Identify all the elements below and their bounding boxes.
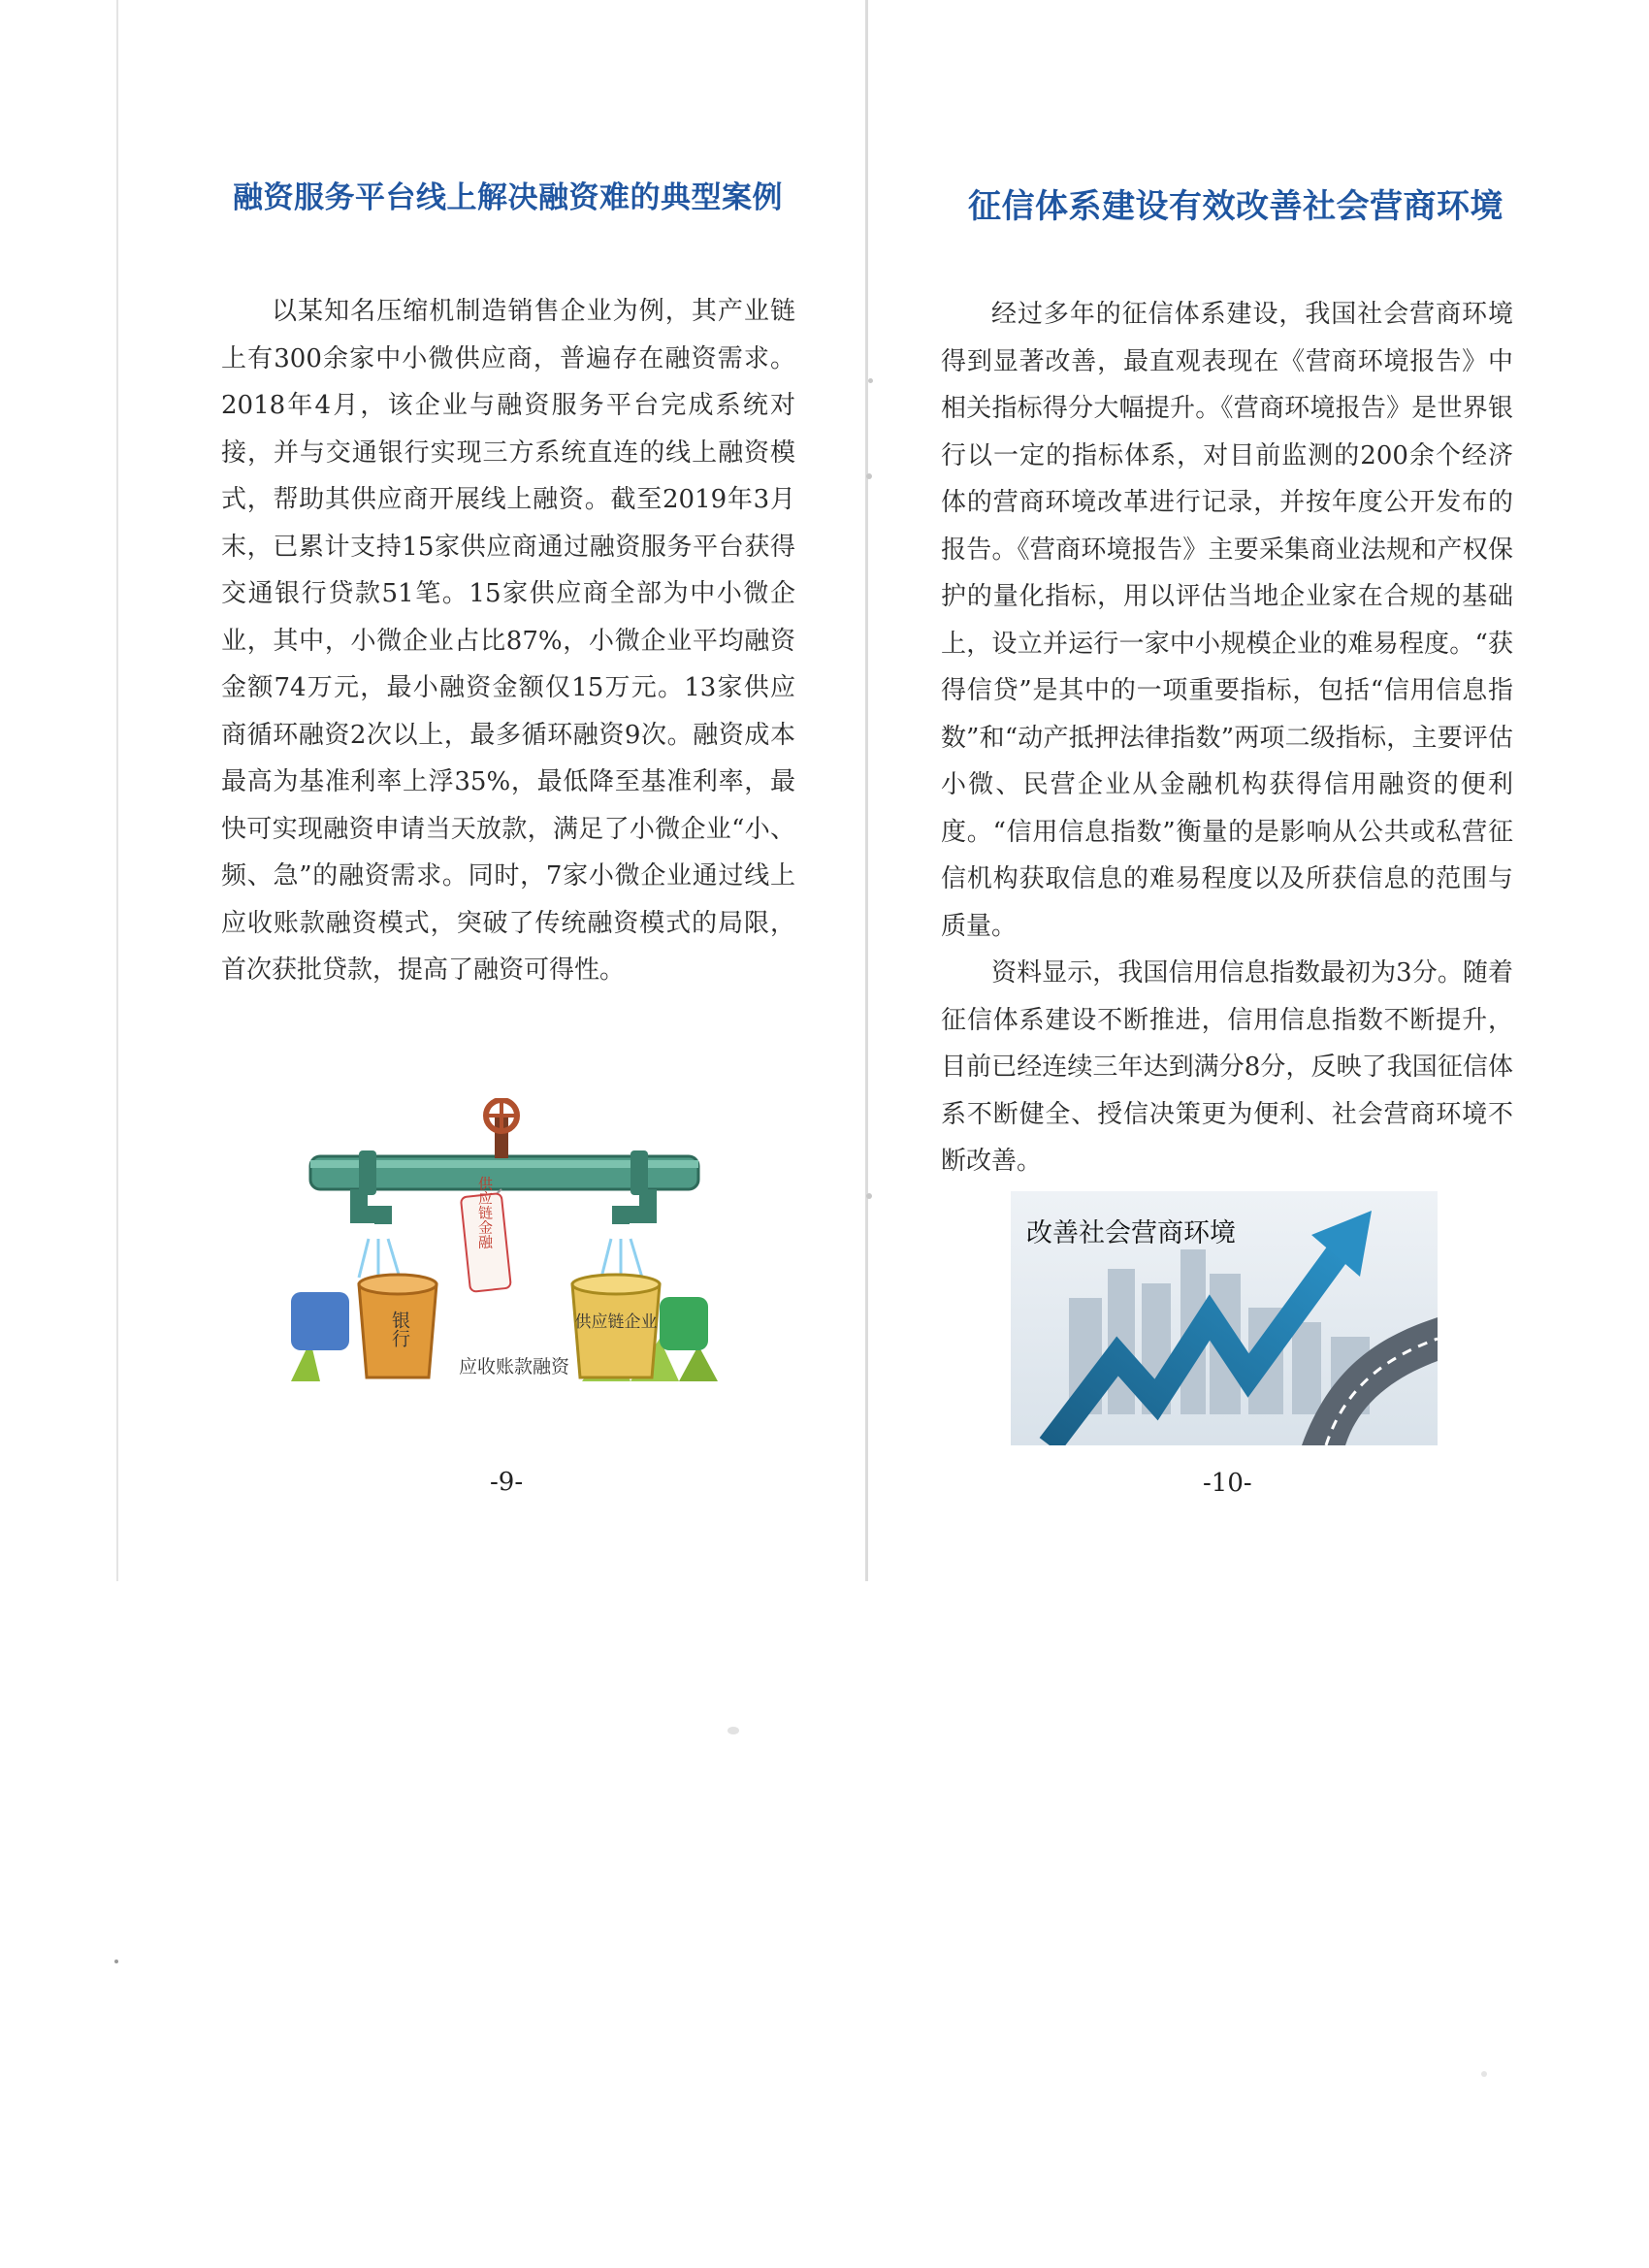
tag-label: 供应链金融 bbox=[476, 1176, 494, 1249]
left-illustration-caption: 应收账款融资 bbox=[459, 1356, 570, 1377]
left-page-number: -9- bbox=[490, 1468, 524, 1497]
scan-speck bbox=[866, 1193, 872, 1199]
scan-speck bbox=[114, 1960, 118, 1963]
right-page-body bbox=[941, 291, 1513, 1185]
supply-chain-tag bbox=[461, 1177, 511, 1292]
scan-speck bbox=[868, 378, 873, 383]
left-page-title: 融资服务平台线上解决融资难的典型案例 bbox=[233, 180, 783, 215]
enterprise-bucket bbox=[572, 1275, 708, 1377]
left-page-body bbox=[221, 288, 795, 994]
scan-speck bbox=[866, 473, 872, 479]
right-page-title: 征信体系建设有效改善社会营商环境 bbox=[968, 187, 1504, 226]
pipe-illustration bbox=[291, 1098, 718, 1381]
bank-label: 银行 bbox=[389, 1311, 410, 1347]
scan-speck bbox=[1481, 2071, 1487, 2077]
left-paragraph-1: 以某知名压缩机制造销售企业为例，其产业链上有300余家中小微供应商，普遍存在融资需求。2018年4月，该企业与融资服务平台完成系统对接，并与交通银行实现三方系统直连的线上融资模式，帮助其供应商开展线上融资。截至2019年3月末，已累计支持15家供应商通过融资服务平台获得交通银行贷款51笔。15家供应商全部为中小微企业，其中，小微企业占比87%，小微企业平均融资金额74万元，最小融资金额仅15万元。13家供应商循环融资2次以上，最多循环融资9次。融资成本最高为基准利率上浮35%，最低降至基准利率，最快可实现融资申请当天放款，满足了小微企业“小、频、急”的融资需求。同时，7家小微企业通过线上应收账款融资模式，突破了传统融资模式的局限，首次获批贷款，提高了融资可得性。 bbox=[221, 297, 795, 985]
scan-speck bbox=[728, 1727, 739, 1734]
right-illustration-caption: 改善社会营商环境 bbox=[1026, 1218, 1236, 1248]
faucet-right-icon bbox=[601, 1189, 648, 1282]
right-paragraph-1: 经过多年的征信体系建设，我国社会营商环境得到显著改善，最直观表现在《营商环境报告》中相关指标得分大幅提升。《营商环境报告》是世界银行以一定的指标体系，对目前监测的200余个经济体的营商环境改革进行记录，并按年度公开发布的报告。《营商环境报告》主要采集商业法规和产权保护的量化指标，用以评估当地企业家在合规的基础上，设立并运行一家中小规模企业的难易程度。“获得信贷”是其中的一项重要指标，包括“信用信息指数”和“动产抵押法律指数”两项二级指标，主要评估小微、民营企业从金融机构获得信用融资的便利度。“信用信息指数”衡量的是影响从公共或私营征信机构获取信息的难易程度以及所获信息的范围与质量。 bbox=[941, 300, 1513, 941]
valve-icon bbox=[486, 1100, 517, 1158]
faucet-left-icon bbox=[359, 1189, 400, 1282]
right-page-number: -10- bbox=[1203, 1469, 1252, 1498]
business-environment-illustration bbox=[1011, 1191, 1438, 1445]
right-paragraph-2: 资料显示，我国信用信息指数最初为3分。随着征信体系建设不断推进，信用信息指数不断提升，目前已经连续三年达到满分8分，反映了我国征信体系不断健全、授信决策更为便利、社会营商环境不断改善。 bbox=[941, 958, 1513, 1176]
enterprise-label: 供应链企业 bbox=[574, 1312, 658, 1332]
